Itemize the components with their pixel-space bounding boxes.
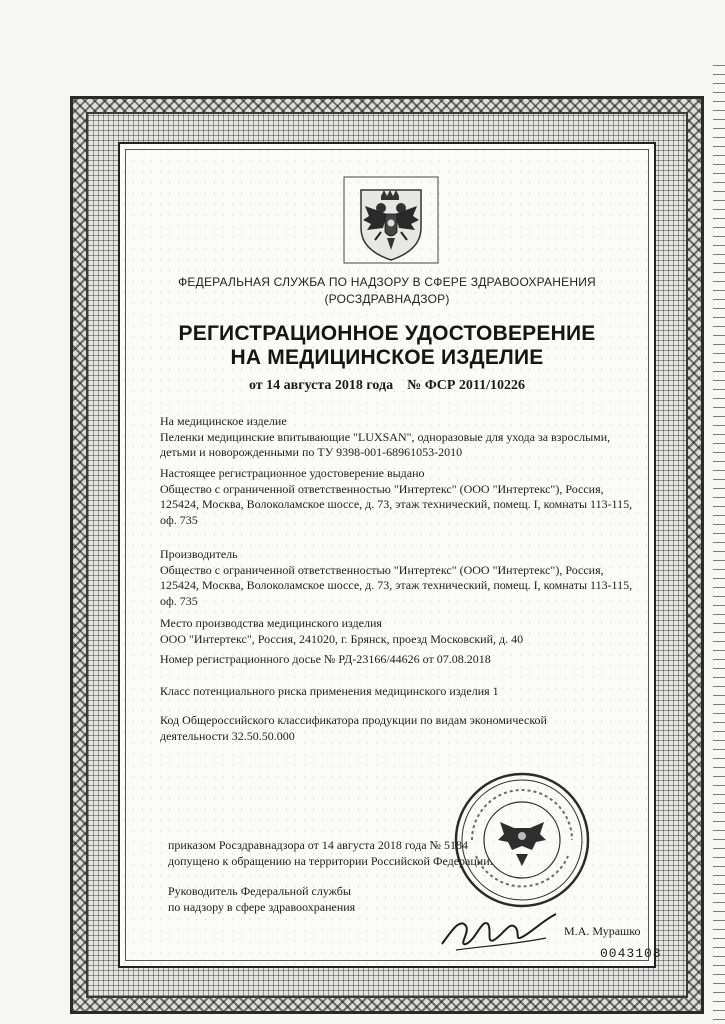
okp-code-line1: Код Общероссийского классификатора продукции по видам экономической: [160, 713, 547, 727]
production-site-value: ООО "Интертекс", Россия, 241020, г. Брянск, проезд Московский, д. 40: [160, 631, 524, 646]
registration-number: № ФСР 2011/10226: [407, 378, 525, 393]
order-text: [168, 838, 568, 869]
order-line1: приказом Росздравнадзора от 14 августа 2018 года № 5184: [168, 838, 468, 852]
device-label: На медицинское изделие: [160, 414, 287, 428]
manufacturer-section: [160, 547, 635, 609]
dossier-number: Номер регистрационного досье № РД-23166/44626 от 07.08.2018: [160, 652, 491, 666]
scan-edge-artifacts: [713, 60, 725, 1020]
device-section: [160, 414, 635, 461]
signatory-line1: Руководитель Федеральной службы: [168, 884, 351, 898]
document-title-line2: НА МЕДИЦИНСКОЕ ИЗДЕЛИЕ: [230, 346, 544, 369]
issued-to-value: Общество с ограниченной ответственностью "Интертекс" (ООО "Интертекс"), Россия, 125424, Москва, Волоколамское шоссе, д. 73, этаж технический, помещ. I, комнаты 113-115, оф. 735: [160, 481, 633, 527]
issuing-agency-short-name: (РОСЗДРАВНАДЗОР): [324, 292, 450, 306]
signatory-name: М.А. Мурашко: [564, 924, 641, 938]
manufacturer-label: Производитель: [160, 547, 238, 561]
issuing-agency-name: ФЕДЕРАЛЬНАЯ СЛУЖБА ПО НАДЗОРУ В СФЕРЕ ЗДРАВООХРАНЕНИЯ: [178, 275, 596, 289]
issued-to-label: Настоящее регистрационное удостоверение выдано: [160, 466, 425, 480]
device-value: Пеленки медицинские впитывающие "LUXSAN", одноразовые для ухода за взрослыми, детьми и новорожденными по ТУ 9398-001-68961053-2010: [160, 429, 611, 459]
registration-date: от 14 августа 2018 года: [248, 378, 394, 393]
document-serial-number: 0043108: [600, 946, 662, 961]
issued-to-section: [160, 466, 635, 528]
signature-icon: [436, 900, 561, 955]
risk-class: Класс потенциального риска применения медицинского изделия 1: [160, 684, 499, 698]
production-site-label: Место производства медицинского изделия: [160, 616, 382, 630]
order-line2: допущено к обращению на территории Российской Федерации.: [168, 853, 493, 868]
document-title-line1: РЕГИСТРАЦИОННОЕ УДОСТОВЕРЕНИЕ: [178, 322, 596, 345]
registration-line: [118, 378, 656, 394]
coat-of-arms-icon: [343, 176, 439, 264]
manufacturer-value: Общество с ограниченной ответственностью "Интертекс" (ООО "Интертекс"), Россия, 125424, Москва, Волоколамское шоссе, д. 73, этаж технический, помещ. I, комнаты 113-115, оф. 735: [160, 562, 633, 608]
production-site-section: [160, 616, 635, 647]
signatory-line2: по надзору в сфере здравоохранения: [168, 899, 356, 914]
okp-code-section: [160, 713, 635, 744]
okp-code-line2: деятельности 32.50.50.000: [160, 728, 295, 743]
